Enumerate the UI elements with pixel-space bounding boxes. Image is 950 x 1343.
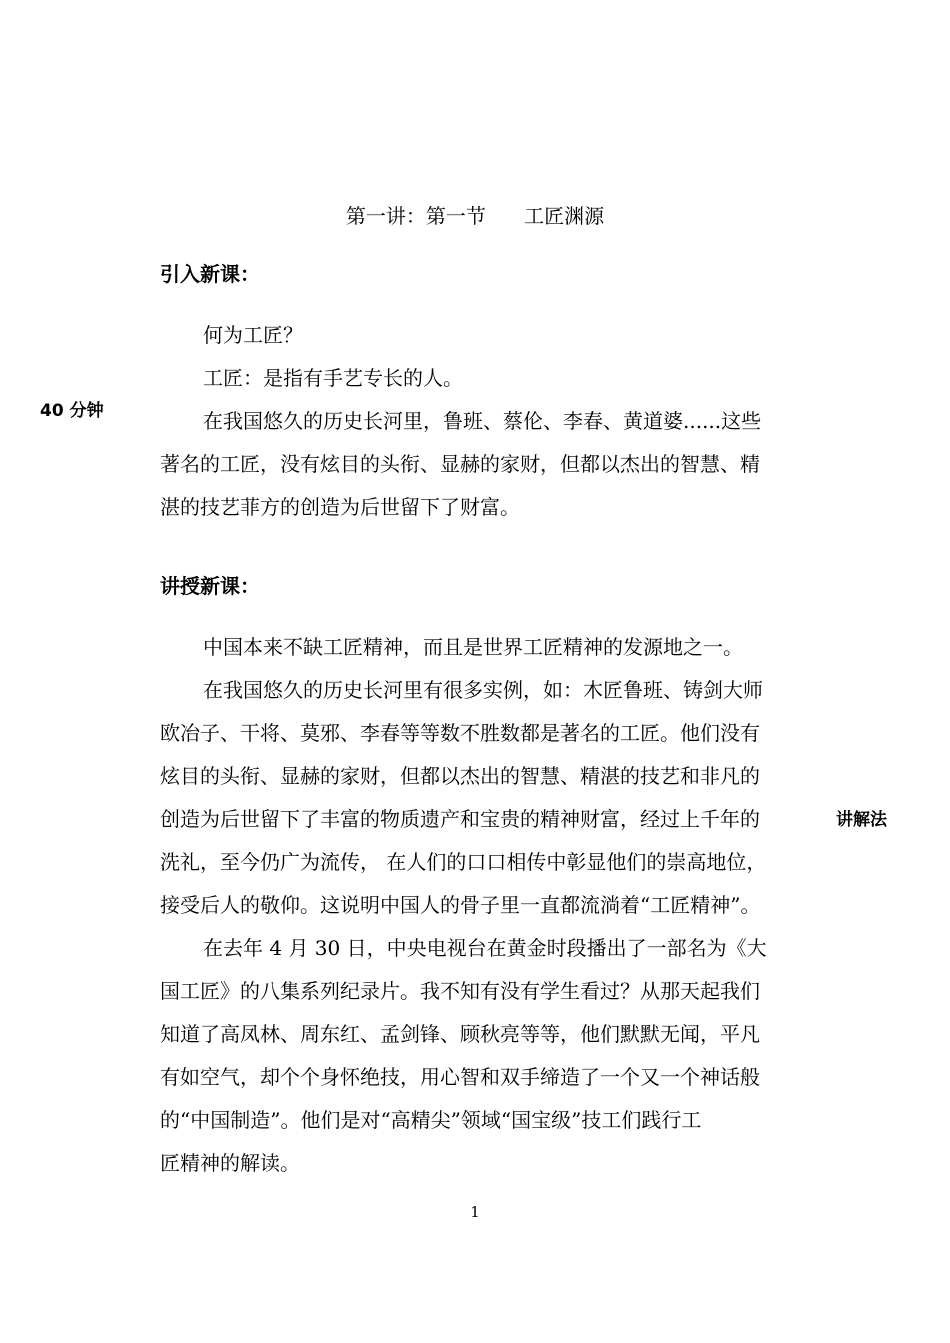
time-note: 40 分钟 [40,401,104,421]
text-line: 在我国悠久的历史长河里，鲁班、蔡伦、李春、黄道婆......这些 [203,409,762,433]
page-number: 1 [470,1203,480,1221]
lesson-title: 第一讲：第一节 工匠渊源 [345,204,605,228]
text-line: 有如空气，却个个身怀绝技，用心智和双手缔造了一个又一个神话般 [160,1065,760,1089]
text-line: 何为工匠？ [203,323,303,347]
text-line: 在去年 4 月 30 日，中央电视台在黄金时段播出了一部名为《大 [203,936,767,960]
text-line: 炫目的头衔、显赫的家财，但都以杰出的智慧、精湛的技艺和非凡的 [160,764,760,788]
introduction-paragraph [160,314,815,529]
text-line: 工匠：是指有手艺专长的人。 [203,366,463,390]
section-heading-new-lesson: 讲授新课： [160,574,260,598]
text-line: 接受后人的敬仰。这说明中国人的骨子里一直都流淌着“工匠精神”。 [160,893,761,917]
text-line: 欧冶子、干将、莫邪、李春等等数不胜数都是著名的工匠。他们没有 [160,721,760,745]
text-line: 创造为后世留下了丰富的物质遗产和宝贵的精神财富，经过上千年的 [160,807,760,831]
lesson-paragraph-2 [160,669,815,927]
text-line: 著名的工匠，没有炫目的头衔、显赫的家财，但都以杰出的智慧、精 [160,452,760,476]
method-note: 讲解法 [836,810,887,830]
text-line: 中国本来不缺工匠精神，而且是世界工匠精神的发源地之一。 [203,635,743,659]
text-line: 洗礼，至今仍广为流传， 在人们的口口相传中彰显他们的崇高地位， [160,850,767,874]
lesson-paragraph-3 [160,927,815,1185]
text-line: 湛的技艺菲方的创造为后世留下了财富。 [160,495,520,519]
text-line: 匠精神的解读。 [160,1151,300,1175]
text-line: 在我国悠久的历史长河里有很多实例，如：木匠鲁班、铸剑大师 [203,678,763,702]
text-line: 知道了高凤林、周东红、孟剑锋、顾秋亮等等，他们默默无闻，平凡 [160,1022,760,1046]
text-line: 国工匠》的八集系列纪录片。我不知有没有学生看过？从那天起我们 [160,979,760,1003]
section-heading-introduction: 引入新课： [160,262,260,286]
text-line: 的“中国制造”。他们是对“高精尖”领域“国宝级”技工们践行工 [160,1108,702,1132]
lesson-paragraph-1 [160,626,815,669]
